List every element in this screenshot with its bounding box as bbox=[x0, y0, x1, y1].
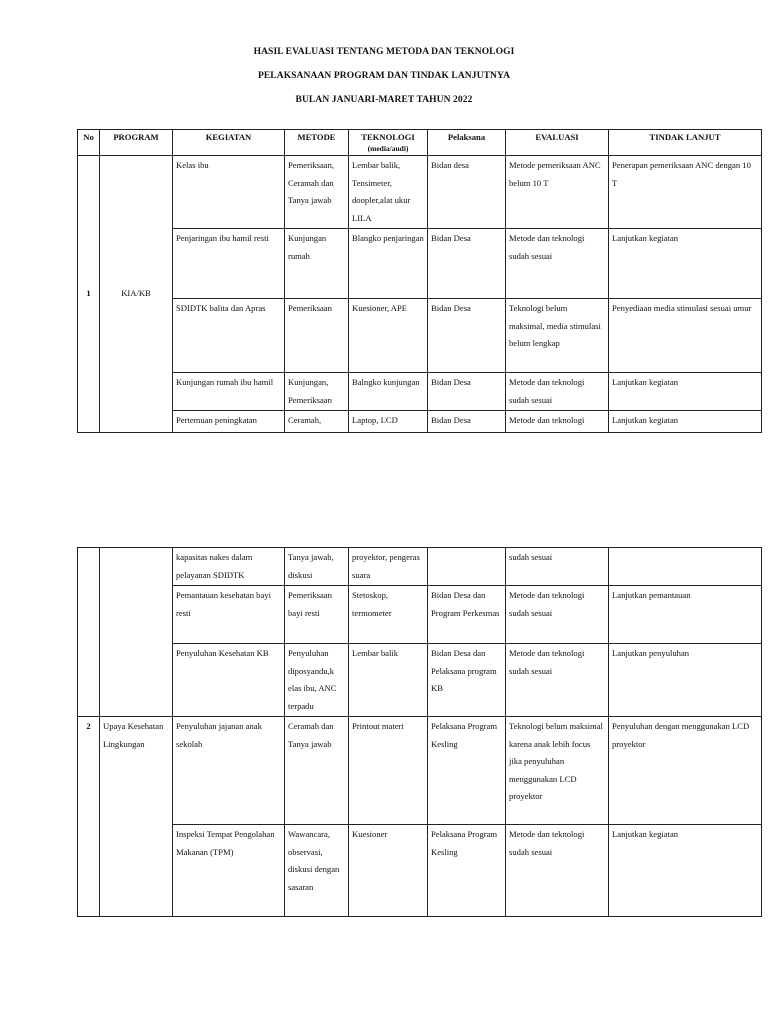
program-number-empty bbox=[78, 548, 100, 717]
program-name-empty bbox=[100, 548, 173, 717]
cell-metode: Wawancara, observasi, diskusi dengan sasaran bbox=[285, 825, 349, 917]
cell-kegiatan: Kelas ibu bbox=[173, 156, 285, 229]
header-no: No bbox=[78, 130, 100, 156]
cell-tindak-lanjut: Lanjutkan kegiatan bbox=[609, 373, 762, 411]
cell-evaluasi: Metode dan teknologi bbox=[506, 411, 609, 433]
table-row bbox=[78, 156, 762, 229]
header-tindak-lanjut: TINDAK LANJUT bbox=[609, 130, 762, 156]
table-row bbox=[78, 373, 762, 411]
document-title bbox=[0, 40, 768, 112]
cell-evaluasi: sudah sesuai bbox=[506, 548, 609, 586]
table-row bbox=[78, 229, 762, 299]
cell-pelaksana: Pelaksana Program Kesling bbox=[428, 825, 506, 917]
cell-teknologi: Lembar balik, Tensimeter, doopler,alat ukur LILA bbox=[349, 156, 428, 229]
cell-tindak-lanjut: Penyediaan media stimulasi sesuai umur bbox=[609, 299, 762, 373]
table-row bbox=[78, 548, 762, 586]
cell-teknologi: Balngko kunjungan bbox=[349, 373, 428, 411]
evaluation-table-part-2 bbox=[77, 547, 762, 917]
program-number: 1 bbox=[78, 156, 100, 433]
program-name: KIA/KB bbox=[100, 156, 173, 433]
cell-metode: Pemeriksaan bbox=[285, 299, 349, 373]
cell-kegiatan: Pertemuan peningkatan bbox=[173, 411, 285, 433]
cell-teknologi: Stetoskop, termometer bbox=[349, 586, 428, 644]
cell-metode: Pemeriksaan, Ceramah dan Tanya jawab bbox=[285, 156, 349, 229]
title-line-1: HASIL EVALUASI TENTANG METODA DAN TEKNOLOGI bbox=[253, 47, 515, 57]
cell-evaluasi: Metode dan teknologi sudah sesuai bbox=[506, 373, 609, 411]
cell-kegiatan: SDIDTK balita dan Apras bbox=[173, 299, 285, 373]
header-kegiatan: KEGIATAN bbox=[173, 130, 285, 156]
cell-metode: Kunjungan, Pemeriksaan bbox=[285, 373, 349, 411]
evaluation-table-part-1 bbox=[77, 129, 762, 433]
cell-pelaksana: Bidan Desa bbox=[428, 299, 506, 373]
cell-pelaksana: Bidan Desa dan Pelaksana program KB bbox=[428, 644, 506, 717]
cell-tindak-lanjut bbox=[609, 548, 762, 586]
cell-kegiatan: Inspeksi Tempat Pengolahan Makanan (TPM) bbox=[173, 825, 285, 917]
header-program: PROGRAM bbox=[100, 130, 173, 156]
header-teknologi-label: TEKNOLOGI bbox=[361, 132, 415, 142]
title-line-2: PELAKSANAAN PROGRAM DAN TINDAK LANJUTNYA bbox=[257, 71, 511, 81]
cell-teknologi: Kuesioner, APE bbox=[349, 299, 428, 373]
cell-metode: Pemeriksaan bayi resti bbox=[285, 586, 349, 644]
cell-pelaksana bbox=[428, 548, 506, 586]
cell-teknologi: Blangko penjaringan bbox=[349, 229, 428, 299]
cell-teknologi: Lembar balik bbox=[349, 644, 428, 717]
table-row bbox=[78, 717, 762, 825]
cell-evaluasi: Metode dan teknologi sudah sesuai bbox=[506, 586, 609, 644]
cell-teknologi: Laptop, LCD bbox=[349, 411, 428, 433]
cell-pelaksana: Pelaksana Program Kesling bbox=[428, 717, 506, 825]
cell-pelaksana: Bidan Desa dan Program Perkesmas bbox=[428, 586, 506, 644]
cell-metode: Penyuluhan diposyandu,k elas ibu, ANC terpadu bbox=[285, 644, 349, 717]
header-metode: METODE bbox=[285, 130, 349, 156]
cell-pelaksana: Bidan desa bbox=[428, 156, 506, 229]
cell-evaluasi: Metode pemeriksaan ANC belum 10 T bbox=[506, 156, 609, 229]
table-row bbox=[78, 825, 762, 917]
cell-tindak-lanjut: Lanjutkan kegiatan bbox=[609, 825, 762, 917]
header-teknologi-sub: (media/audi) bbox=[367, 144, 409, 153]
cell-metode: Kunjungan rumah bbox=[285, 229, 349, 299]
cell-tindak-lanjut: Penerapan pemeriksaan ANC dengan 10 T bbox=[609, 156, 762, 229]
program-number: 2 bbox=[78, 717, 100, 917]
cell-evaluasi: Metode dan teknologi sudah sesuai bbox=[506, 229, 609, 299]
header-evaluasi: EVALUASI bbox=[506, 130, 609, 156]
cell-teknologi: proyektor, pengeras suara bbox=[349, 548, 428, 586]
cell-kegiatan: Penjaringan ibu hamil resti bbox=[173, 229, 285, 299]
cell-metode: Ceramah dan Tanya jawab bbox=[285, 717, 349, 825]
cell-kegiatan: Penyuluhan Kesehatan KB bbox=[173, 644, 285, 717]
table-header-row bbox=[78, 130, 762, 156]
table-row bbox=[78, 586, 762, 644]
cell-pelaksana: Bidan Desa bbox=[428, 229, 506, 299]
cell-tindak-lanjut: Lanjutkan kegiatan bbox=[609, 411, 762, 433]
header-teknologi bbox=[349, 130, 428, 156]
cell-tindak-lanjut: Lanjutkan kegiatan bbox=[609, 229, 762, 299]
cell-tindak-lanjut: Lanjutkan penyuluhan bbox=[609, 644, 762, 717]
cell-evaluasi: Teknologi belum maksimal, media stimulasi belum lengkap bbox=[506, 299, 609, 373]
cell-teknologi: Printout materi bbox=[349, 717, 428, 825]
title-line-3: BULAN JANUARI-MARET TAHUN 2022 bbox=[295, 95, 473, 105]
table-row bbox=[78, 411, 762, 433]
cell-kegiatan: Penyuluhan jajanan anak sekolah bbox=[173, 717, 285, 825]
cell-evaluasi: Teknologi belum maksimal karena anak lebih focus jika penyuluhan menggunakan LCD proyektor bbox=[506, 717, 609, 825]
cell-metode: Tanya jawab, diskusi bbox=[285, 548, 349, 586]
cell-metode: Ceramah, bbox=[285, 411, 349, 433]
cell-pelaksana: Bidan Desa bbox=[428, 373, 506, 411]
cell-kegiatan: kapasitas nakes dalam pelayanan SDIDTK bbox=[173, 548, 285, 586]
cell-evaluasi: Metode dan teknologi sudah sesuai bbox=[506, 644, 609, 717]
cell-pelaksana: Bidan Desa bbox=[428, 411, 506, 433]
cell-tindak-lanjut: Lanjutkan pemantauan bbox=[609, 586, 762, 644]
cell-evaluasi: Metode dan teknologi sudah sesuai bbox=[506, 825, 609, 917]
cell-teknologi: Kuesioner bbox=[349, 825, 428, 917]
cell-tindak-lanjut: Penyuluhan dengan menggunakan LCD proyektor bbox=[609, 717, 762, 825]
program-name: Upaya Kesehatan Lingkungan bbox=[100, 717, 173, 917]
header-pelaksana: Pelaksana bbox=[428, 130, 506, 156]
table-row bbox=[78, 299, 762, 373]
cell-kegiatan: Kunjungan rumah ibu hamil bbox=[173, 373, 285, 411]
cell-kegiatan: Pemantauan kesehatan bayi resti bbox=[173, 586, 285, 644]
table-row bbox=[78, 644, 762, 717]
